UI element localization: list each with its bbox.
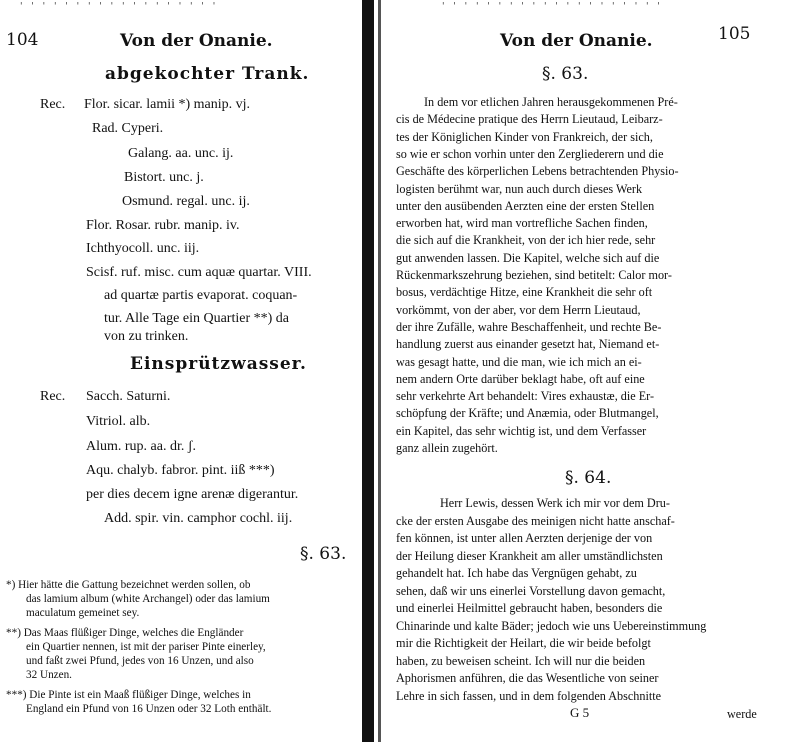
paragraph-line: haben, zu beweisen scheint. Ich will nur die beiden — [396, 653, 646, 668]
page-number: 105 — [718, 24, 751, 44]
page-edge-marks: ' ' ' ' ' ' ' ' ' ' ' ' ' ' ' ' ' ' ' ' — [442, 2, 663, 12]
paragraph-line: und einerlei Heilmittel gebraucht haben, besonders die — [396, 601, 663, 615]
footnote-line: *) Hier hätte die Gattung bezeichnet werden sollen, ob — [6, 579, 251, 591]
paragraph-line: sehr verkehrte Art behandelt: Vires exhaustæ, die Er- — [396, 389, 655, 404]
paragraph-line: der ihre Zufälle, wahre Beschaffenheit, und rechte Be- — [396, 319, 662, 334]
recipe-prefix: Rec. — [40, 389, 66, 404]
paragraph-line: so wie er schon vorhin unter den Zergliederern und die — [396, 146, 664, 161]
recipe-line: tur. Alle Tage ein Quartier **) da — [104, 311, 289, 326]
recipe-line: ad quartæ partis evaporat. coquan- — [104, 288, 298, 303]
recipe-line: Aqu. chalyb. fabror. pint. iiß ***) — [86, 463, 275, 478]
section-number: §. 63. — [300, 544, 347, 564]
paragraph-line: fen können, ist unter allen Aerzten derjenige der von — [396, 531, 653, 545]
footnote-line: **) Das Maas flüßiger Dinge, welches die Engländer — [6, 627, 244, 639]
recipe-line: Alum. rup. aa. dr. ʃ. — [86, 439, 197, 454]
paragraph-line: Geschäfte des körperlichen Lebens betrachtenden Physio- — [396, 164, 679, 179]
recipe-line: Ichthyocoll. unc. iij. — [86, 241, 200, 256]
recipe-line: von zu trinken. — [104, 329, 189, 344]
paragraph-line: ein Kapitel, das sehr wichtig ist, und dem Verfasser — [396, 423, 647, 438]
footnote-line: 32 Unzen. — [26, 669, 72, 681]
paragraph-line: mir die Richtigkeit der Heilart, die wir beide befolgt — [396, 636, 651, 650]
book-gutter — [362, 0, 374, 742]
paragraph-line: gut anwenden lassen. Die Kapitel, welche sich auf die — [396, 250, 660, 265]
recipe-line: Scisf. ruf. misc. cum aquæ quartar. VIII. — [86, 265, 312, 280]
recipe-line: Sacch. Saturni. — [86, 389, 171, 404]
footnote-line: ***) Die Pinte ist ein Maaß flüßiger Dinge, welches in — [6, 689, 251, 701]
recipe-line: Rad. Cyperi. — [92, 121, 164, 136]
paragraph-line: Rückenmarkszehrung beziehen, sind betitelt: Calor mor- — [396, 268, 672, 282]
paragraph-line: handlung zuerst aus einander gesetzt hat, Niemand et- — [396, 337, 660, 352]
footnote-line: ein Quartier nennen, ist mit der pariser Pinte einerley, — [26, 641, 266, 653]
paragraph-line: unter den ausübenden Aerzten eine der ersten Stellen — [396, 198, 655, 213]
recipe-line: Flor. Rosar. rubr. manip. iv. — [86, 218, 240, 233]
footnote-line: das lamium album (white Archangel) oder das lamium — [26, 593, 270, 605]
page-edge-marks: ' ' ' ' ' ' ' ' ' ' ' ' ' ' ' ' ' ' — [20, 2, 219, 12]
recipe-title: abgekochter Trank. — [105, 64, 310, 84]
paragraph-line: Chinarinde und kalte Bäder; jedoch wie uns Uebereinstimmung — [396, 618, 707, 633]
paragraph-line: In dem vor etlichen Jahren herausgekommenen Pré- — [424, 95, 678, 109]
recipe-line: Add. spir. vin. camphor cochl. iij. — [104, 511, 293, 526]
paragraph-line: Herr Lewis, dessen Werk ich mir vor dem Dru- — [440, 496, 670, 510]
recipe-line: Osmund. regal. unc. ij. — [122, 194, 250, 209]
book-gutter-edge — [378, 0, 381, 742]
paragraph-line: Aphorismen anführen, die das Wesentliche von seiner — [396, 671, 659, 685]
paragraph-line: Lehre in sich fassen, und in dem folgenden Abschnitte — [396, 688, 662, 703]
catchword: werde — [727, 707, 757, 721]
paragraph-line: cis de Médecine pratique des Herrn Lieutaud, Leibarz- — [396, 112, 663, 127]
recipe-line: per dies decem igne arenæ digerantur. — [86, 487, 299, 502]
recipe-line: Flor. sicar. lamii *) manip. vj. — [84, 97, 251, 112]
running-head: Von der Onanie. — [120, 31, 273, 51]
paragraph-line: nem andern Orte darüber beklagt habe, oft auf eine — [396, 371, 645, 386]
paragraph-line: die sich auf die Krankheit, von der ich hier rede, sehr — [396, 233, 656, 248]
paragraph-line: gehandelt hat. Ich habe das Vergnügen gehabt, zu — [396, 566, 637, 580]
footnote-line: maculatum gemeinet sey. — [26, 607, 140, 619]
paragraph-line: cke der ersten Ausgabe des meinigen nicht hatte anschaf- — [396, 513, 675, 528]
paragraph-line: der Heilung dieser Krankheit am aller umständlichsten — [396, 548, 663, 563]
recipe-line: Vitriol. alb. — [86, 414, 151, 429]
running-head: Von der Onanie. — [500, 31, 653, 51]
recipe-prefix: Rec. — [40, 97, 66, 112]
paragraph-line: schöpfung der Kräfte; und Anæmia, oder Blutmangel, — [396, 406, 659, 421]
recipe-line: Bistort. unc. j. — [124, 170, 204, 185]
right-page — [382, 0, 805, 742]
paragraph-line: tes der Königlichen Kinder von Frankreich, der sich, — [396, 129, 653, 144]
paragraph-line: bosus, verdächtige Hitze, eine Krankheit die sehr oft — [396, 285, 653, 300]
footnote-line: England ein Pfund von 16 Unzen oder 32 Loth enthält. — [26, 703, 272, 715]
recipe-line: Galang. aa. unc. ij. — [128, 146, 234, 161]
section-number: §. 63. — [542, 64, 589, 84]
recipe-title: Einsprützwasser. — [130, 354, 307, 374]
page-number: 104 — [6, 30, 39, 50]
signature-mark: G 5 — [570, 705, 590, 720]
paragraph-line: vorkömmt, von der aber, vor dem Herrn Lieutaud, — [396, 302, 641, 317]
paragraph-line: ganz allein zugehört. — [396, 441, 498, 455]
paragraph-line: was gesagt hatte, und die man, wie ich mich an ei- — [396, 354, 642, 369]
paragraph-line: sehen, daß wir uns einerlei Vorstellung davon gemacht, — [396, 583, 666, 598]
section-number: §. 64. — [565, 468, 612, 488]
paragraph-line: erworben hat, wird man vortrefliche Sachen finden, — [396, 216, 648, 231]
left-page — [0, 0, 362, 742]
paragraph-line: logisten berühmt war, nun auch durch dieses Werk — [396, 181, 643, 196]
footnote-line: und faßt zwei Pfund, jedes von 16 Unzen, und also — [26, 655, 254, 667]
